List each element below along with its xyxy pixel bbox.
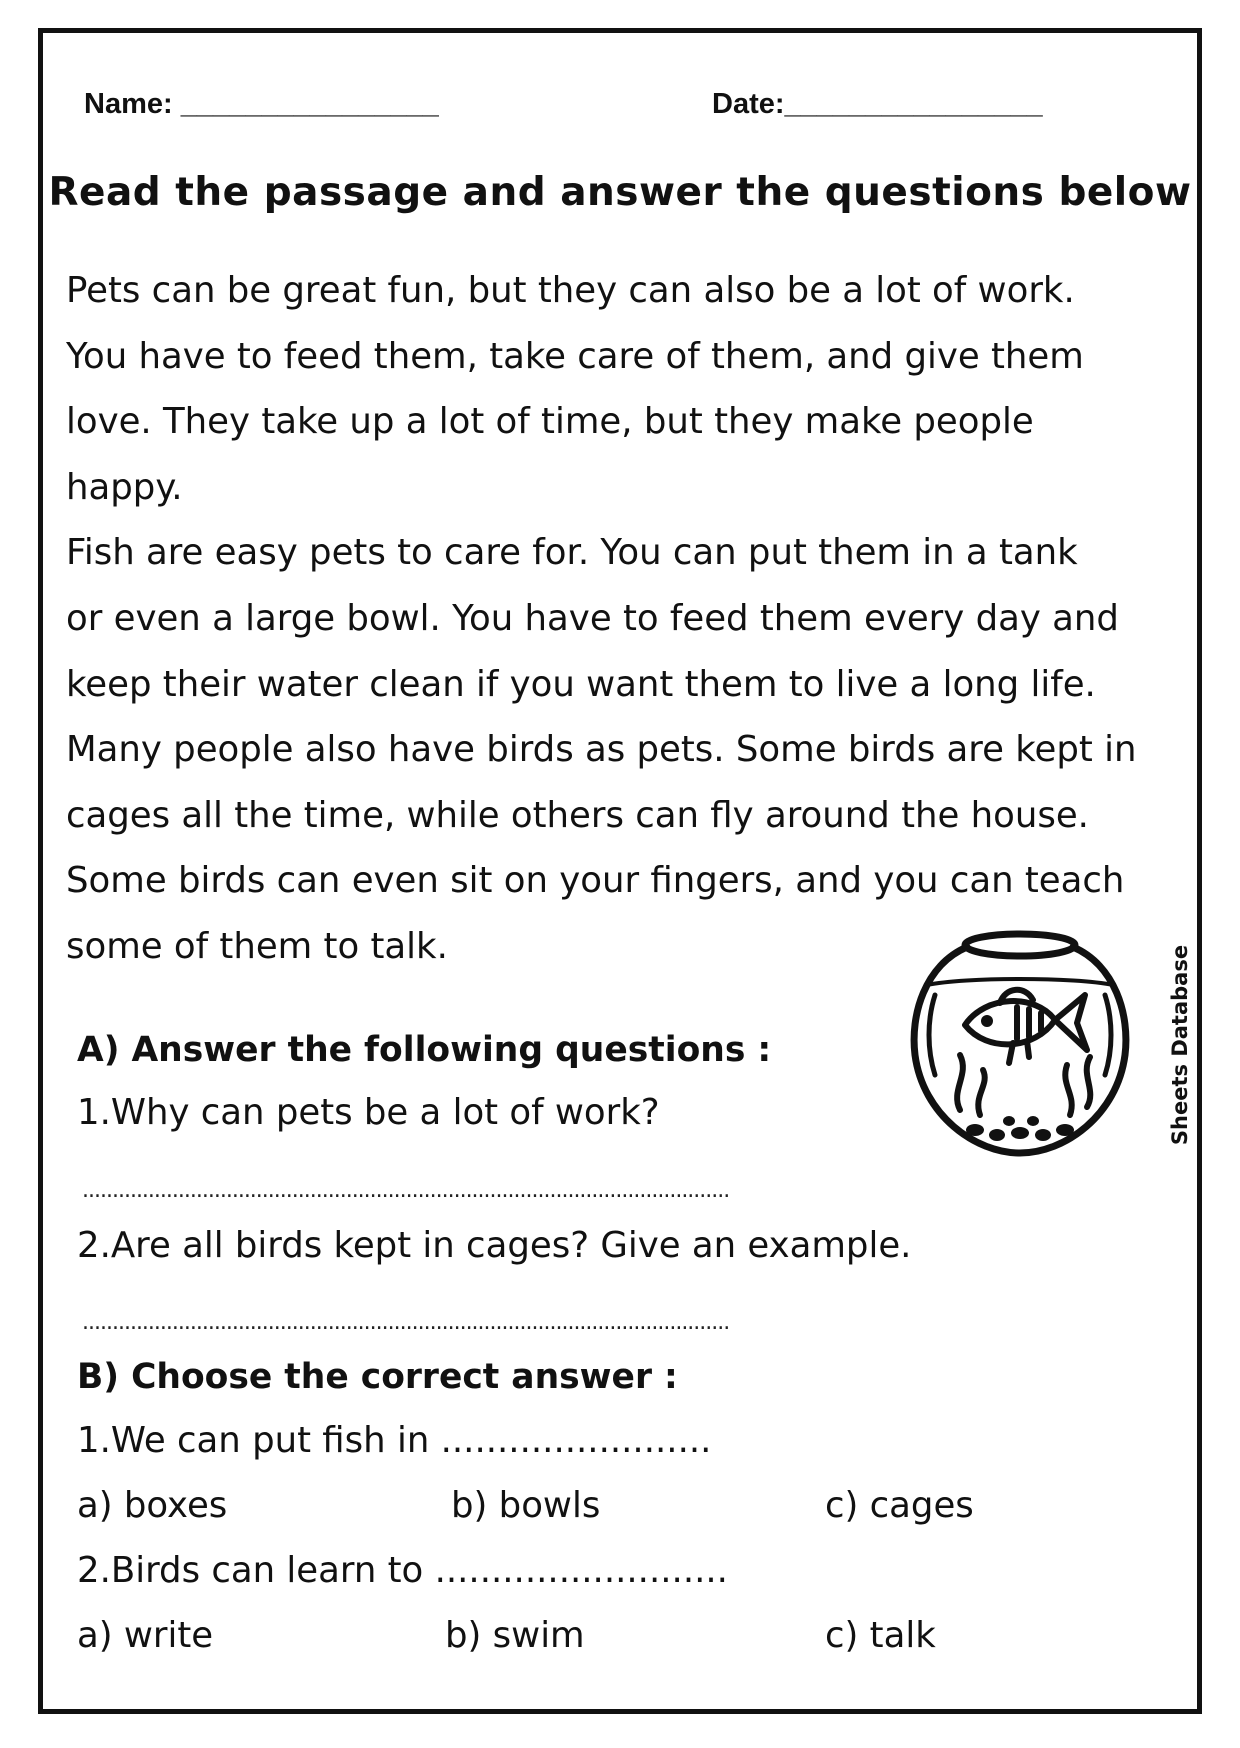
- passage-line: happy.: [66, 466, 183, 508]
- passage-line: Pets can be great fun, but they can also be a lot of work.: [66, 270, 1075, 311]
- question-a1: 1.Why can pets be a lot of work?: [77, 1092, 660, 1133]
- question-b2: 2.Birds can learn to ..........................: [77, 1550, 728, 1591]
- option-b2-c[interactable]: c) talk: [825, 1615, 936, 1656]
- option-b2-b[interactable]: b) swim: [445, 1615, 585, 1656]
- reading-passage: [66, 258, 1196, 980]
- watermark-label: Sheets Database: [1168, 939, 1192, 1151]
- date-field-label: Date:________________: [712, 88, 1043, 120]
- section-b-title: B) Choose the correct answer :: [77, 1357, 678, 1397]
- section-a-title: A) Answer the following questions :: [77, 1030, 772, 1070]
- question-b1: 1.We can put fish in ........................: [77, 1420, 712, 1461]
- answer-line-a2[interactable]: ............................................................................................................: [82, 1310, 730, 1335]
- passage-line: Fish are easy pets to care for. You can put them in a tank: [66, 532, 1078, 574]
- passage-line: Some birds can even sit on your fingers, and you can teach: [66, 860, 1125, 902]
- option-b1-b[interactable]: b) bowls: [451, 1485, 601, 1526]
- fishbowl-icon: [905, 925, 1135, 1160]
- passage-line: cages all the time, while others can fly around the house.: [66, 794, 1089, 836]
- worksheet-title: Read the passage and answer the questions below: [48, 170, 1192, 215]
- question-a2: 2.Are all birds kept in cages? Give an example.: [77, 1225, 912, 1266]
- passage-line: You have to feed them, take care of them, and give them: [66, 335, 1084, 377]
- passage-line: Many people also have birds as pets. Some birds are kept in: [66, 729, 1137, 771]
- option-b2-a[interactable]: a) write: [77, 1615, 214, 1656]
- option-b1-c[interactable]: c) cages: [825, 1485, 974, 1526]
- name-field-label: Name: ________________: [84, 88, 439, 120]
- option-b1-a[interactable]: a) boxes: [77, 1485, 228, 1526]
- passage-line: love. They take up a lot of time, but they make people: [66, 401, 1034, 443]
- answer-line-a1[interactable]: ............................................................................................................: [82, 1178, 730, 1203]
- passage-line: or even a large bowl. You have to feed them every day and: [66, 597, 1119, 639]
- passage-line: keep their water clean if you want them to live a long life.: [66, 663, 1096, 705]
- passage-line: some of them to talk.: [66, 925, 448, 967]
